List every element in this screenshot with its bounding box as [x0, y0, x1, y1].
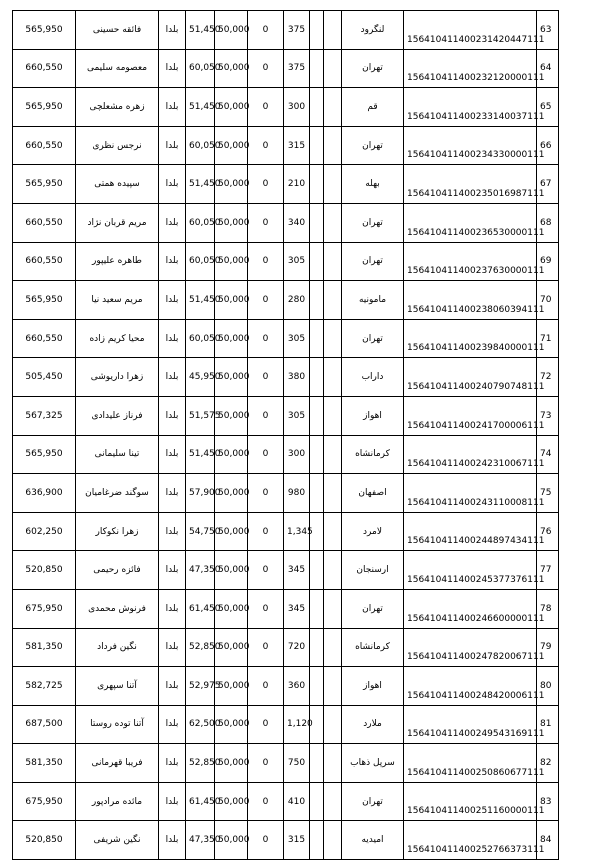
row-days: 305: [284, 242, 310, 281]
row-days: 340: [284, 203, 310, 242]
row-amount-b: 50,000: [215, 782, 248, 821]
row-empty-cell: [310, 667, 324, 706]
table-row: [13, 126, 559, 165]
row-city: کرمانشاه: [342, 435, 404, 474]
row-name: نگین فرداد: [76, 628, 159, 667]
row-empty-cell: [310, 551, 324, 590]
row-city: بهله: [342, 165, 404, 204]
row-code: 156410411400244897434111: [404, 512, 537, 551]
row-number: 74: [537, 435, 559, 474]
row-days: 380: [284, 358, 310, 397]
row-empty-cell: [310, 744, 324, 783]
table-row: [13, 551, 559, 590]
row-name: معصومه سلیمی: [76, 49, 159, 88]
table-row: [13, 396, 559, 435]
row-city: ارسنجان: [342, 551, 404, 590]
row-zero-value: 0: [248, 203, 284, 242]
row-amount-b: 50,000: [215, 165, 248, 204]
row-empty-cell: [310, 319, 324, 358]
row-empty-cell: [324, 126, 342, 165]
row-name: فرنوش محمدی: [76, 589, 159, 628]
row-status: بلدا: [159, 782, 186, 821]
row-empty-cell: [310, 782, 324, 821]
row-code: 156410411400243110008111: [404, 474, 537, 513]
row-status: بلدا: [159, 551, 186, 590]
row-amount-b: 50,000: [215, 512, 248, 551]
table-body: [13, 11, 559, 860]
table-row: [13, 88, 559, 127]
row-number: 83: [537, 782, 559, 821]
row-number: 63: [537, 11, 559, 50]
row-code: 156410411400249543169111: [404, 705, 537, 744]
table-row: [13, 782, 559, 821]
table-row: [13, 435, 559, 474]
row-amount-b: 50,000: [215, 628, 248, 667]
row-empty-cell: [310, 821, 324, 860]
row-days: 305: [284, 319, 310, 358]
row-number: 73: [537, 396, 559, 435]
row-total: 565,950: [13, 11, 76, 50]
row-empty-cell: [324, 512, 342, 551]
row-total: 636,900: [13, 474, 76, 513]
row-status: بلدا: [159, 203, 186, 242]
row-empty-cell: [324, 396, 342, 435]
table-row: [13, 203, 559, 242]
row-code: 156410411400248420006111: [404, 667, 537, 706]
row-total: 581,350: [13, 744, 76, 783]
row-city: تهران: [342, 126, 404, 165]
row-days: 720: [284, 628, 310, 667]
row-status: بلدا: [159, 281, 186, 320]
row-number: 69: [537, 242, 559, 281]
row-amount-a: 47,350: [186, 551, 215, 590]
row-empty-cell: [324, 474, 342, 513]
row-empty-cell: [310, 589, 324, 628]
row-amount-a: 52,850: [186, 628, 215, 667]
row-city: لامرد: [342, 512, 404, 551]
row-total: 581,350: [13, 628, 76, 667]
row-city: اهواز: [342, 396, 404, 435]
row-amount-b: 50,000: [215, 474, 248, 513]
row-name: مریم سعید نیا: [76, 281, 159, 320]
table-row: [13, 165, 559, 204]
row-total: 505,450: [13, 358, 76, 397]
row-amount-b: 50,000: [215, 396, 248, 435]
row-name: فریبا قهرمانی: [76, 744, 159, 783]
row-amount-b: 50,000: [215, 203, 248, 242]
row-zero-value: 0: [248, 551, 284, 590]
row-days: 315: [284, 126, 310, 165]
row-amount-a: 61,450: [186, 589, 215, 628]
row-status: بلدا: [159, 821, 186, 860]
row-code: 156410411400241700006111: [404, 396, 537, 435]
row-name: زهرا داریوشی: [76, 358, 159, 397]
row-empty-cell: [324, 435, 342, 474]
row-number: 66: [537, 126, 559, 165]
row-amount-a: 51,450: [186, 11, 215, 50]
row-empty-cell: [324, 782, 342, 821]
table-row: [13, 49, 559, 88]
row-number: 80: [537, 667, 559, 706]
row-total: 565,950: [13, 88, 76, 127]
row-name: سپیده همتی: [76, 165, 159, 204]
row-amount-a: 52,850: [186, 744, 215, 783]
row-amount-b: 50,000: [215, 589, 248, 628]
row-days: 980: [284, 474, 310, 513]
row-total: 565,950: [13, 281, 76, 320]
row-empty-cell: [324, 165, 342, 204]
row-code: 156410411400240790748111: [404, 358, 537, 397]
row-code: 156410411400246600000111: [404, 589, 537, 628]
row-total: 582,725: [13, 667, 76, 706]
row-code: 156410411400239840000111: [404, 319, 537, 358]
row-amount-a: 61,450: [186, 782, 215, 821]
row-amount-b: 50,000: [215, 744, 248, 783]
row-empty-cell: [310, 396, 324, 435]
row-zero-value: 0: [248, 589, 284, 628]
row-amount-b: 50,000: [215, 88, 248, 127]
row-days: 280: [284, 281, 310, 320]
row-name: مریم قربان نژاد: [76, 203, 159, 242]
row-total: 520,850: [13, 821, 76, 860]
row-days: 375: [284, 11, 310, 50]
row-empty-cell: [324, 88, 342, 127]
row-code: 156410411400236530000111: [404, 203, 537, 242]
row-name: نرجس نظری: [76, 126, 159, 165]
row-city: اهواز: [342, 667, 404, 706]
row-code: 156410411400245377376111: [404, 551, 537, 590]
row-city: تهران: [342, 203, 404, 242]
row-total: 675,950: [13, 589, 76, 628]
row-status: بلدا: [159, 512, 186, 551]
table-row: [13, 474, 559, 513]
row-code: 156410411400234330000111: [404, 126, 537, 165]
row-total: 565,950: [13, 435, 76, 474]
row-name: سوگند ضرغامیان: [76, 474, 159, 513]
row-number: 72: [537, 358, 559, 397]
row-days: 375: [284, 49, 310, 88]
row-empty-cell: [324, 821, 342, 860]
row-number: 76: [537, 512, 559, 551]
row-code: 156410411400251160000111: [404, 782, 537, 821]
table-row: [13, 11, 559, 50]
row-name: نگین شریفی: [76, 821, 159, 860]
row-empty-cell: [324, 358, 342, 397]
row-days: 305: [284, 396, 310, 435]
row-name: تینا سلیمانی: [76, 435, 159, 474]
row-days: 1,345: [284, 512, 310, 551]
row-total: 660,550: [13, 203, 76, 242]
row-number: 71: [537, 319, 559, 358]
row-status: بلدا: [159, 744, 186, 783]
row-total: 660,550: [13, 49, 76, 88]
row-zero-value: 0: [248, 821, 284, 860]
row-total: 660,550: [13, 126, 76, 165]
row-status: بلدا: [159, 474, 186, 513]
row-empty-cell: [310, 474, 324, 513]
row-code: 156410411400250860677111: [404, 744, 537, 783]
row-zero-value: 0: [248, 281, 284, 320]
row-zero-value: 0: [248, 435, 284, 474]
row-amount-a: 57,900: [186, 474, 215, 513]
row-code: 156410411400238060394111: [404, 281, 537, 320]
row-empty-cell: [324, 242, 342, 281]
row-amount-a: 51,450: [186, 281, 215, 320]
row-total: 675,950: [13, 782, 76, 821]
table-row: [13, 667, 559, 706]
row-name: زهرا نکوکار: [76, 512, 159, 551]
row-city: سرپل ذهاب: [342, 744, 404, 783]
row-zero-value: 0: [248, 165, 284, 204]
row-amount-b: 50,000: [215, 358, 248, 397]
row-days: 360: [284, 667, 310, 706]
row-empty-cell: [324, 628, 342, 667]
row-number: 81: [537, 705, 559, 744]
row-zero-value: 0: [248, 744, 284, 783]
row-days: 750: [284, 744, 310, 783]
table-row: [13, 628, 559, 667]
row-zero-value: 0: [248, 88, 284, 127]
row-status: بلدا: [159, 319, 186, 358]
table-row: [13, 821, 559, 860]
table-row: [13, 358, 559, 397]
row-amount-b: 50,000: [215, 821, 248, 860]
row-city: ملارد: [342, 705, 404, 744]
row-amount-a: 52,975: [186, 667, 215, 706]
row-name: محیا کریم زاده: [76, 319, 159, 358]
row-status: بلدا: [159, 589, 186, 628]
table-row: [13, 744, 559, 783]
row-total: 565,950: [13, 165, 76, 204]
row-city: لنگرود: [342, 11, 404, 50]
row-zero-value: 0: [248, 242, 284, 281]
row-days: 300: [284, 435, 310, 474]
row-total: 660,550: [13, 242, 76, 281]
row-amount-b: 50,000: [215, 319, 248, 358]
row-code: 156410411400231420447111: [404, 11, 537, 50]
row-name: فائقه حسینی: [76, 11, 159, 50]
row-amount-a: 45,950: [186, 358, 215, 397]
row-amount-b: 50,000: [215, 242, 248, 281]
row-amount-a: 60,050: [186, 126, 215, 165]
row-amount-a: 60,050: [186, 49, 215, 88]
row-empty-cell: [310, 88, 324, 127]
row-code: 156410411400235016987111: [404, 165, 537, 204]
row-status: بلدا: [159, 358, 186, 397]
row-amount-a: 60,050: [186, 242, 215, 281]
row-zero-value: 0: [248, 126, 284, 165]
row-empty-cell: [310, 165, 324, 204]
row-empty-cell: [324, 319, 342, 358]
row-zero-value: 0: [248, 474, 284, 513]
row-city: تهران: [342, 49, 404, 88]
table-row: [13, 512, 559, 551]
row-zero-value: 0: [248, 512, 284, 551]
data-table: [12, 10, 559, 860]
row-amount-a: 47,350: [186, 821, 215, 860]
row-empty-cell: [324, 589, 342, 628]
row-status: بلدا: [159, 126, 186, 165]
row-empty-cell: [310, 358, 324, 397]
row-amount-a: 62,500: [186, 705, 215, 744]
row-days: 315: [284, 821, 310, 860]
row-days: 1,120: [284, 705, 310, 744]
row-status: بلدا: [159, 705, 186, 744]
row-amount-b: 50,000: [215, 49, 248, 88]
table-row: [13, 281, 559, 320]
row-empty-cell: [324, 203, 342, 242]
row-city: قم: [342, 88, 404, 127]
row-number: 68: [537, 203, 559, 242]
row-empty-cell: [324, 667, 342, 706]
row-city: امیدیه: [342, 821, 404, 860]
row-status: بلدا: [159, 88, 186, 127]
row-total: 567,325: [13, 396, 76, 435]
row-days: 345: [284, 589, 310, 628]
row-number: 79: [537, 628, 559, 667]
table-row: [13, 589, 559, 628]
row-number: 77: [537, 551, 559, 590]
row-code: 156410411400237630000111: [404, 242, 537, 281]
row-empty-cell: [310, 435, 324, 474]
row-amount-a: 54,750: [186, 512, 215, 551]
row-empty-cell: [310, 11, 324, 50]
row-amount-a: 51,450: [186, 435, 215, 474]
row-city: اصفهان: [342, 474, 404, 513]
row-code: 156410411400232120000111: [404, 49, 537, 88]
row-status: بلدا: [159, 165, 186, 204]
row-empty-cell: [324, 11, 342, 50]
row-number: 78: [537, 589, 559, 628]
row-empty-cell: [310, 281, 324, 320]
row-amount-a: 60,050: [186, 319, 215, 358]
row-name: فائزه رحیمی: [76, 551, 159, 590]
row-days: 210: [284, 165, 310, 204]
row-code: 156410411400233140037111: [404, 88, 537, 127]
row-status: بلدا: [159, 49, 186, 88]
row-empty-cell: [310, 628, 324, 667]
table-row: [13, 242, 559, 281]
row-zero-value: 0: [248, 49, 284, 88]
row-zero-value: 0: [248, 11, 284, 50]
row-name: آتنا سپهری: [76, 667, 159, 706]
row-amount-a: 60,050: [186, 203, 215, 242]
row-empty-cell: [310, 49, 324, 88]
row-city: مامونیه: [342, 281, 404, 320]
row-city: تهران: [342, 319, 404, 358]
row-empty-cell: [310, 203, 324, 242]
row-zero-value: 0: [248, 396, 284, 435]
row-code: 156410411400252766373111: [404, 821, 537, 860]
row-amount-b: 50,000: [215, 435, 248, 474]
row-days: 300: [284, 88, 310, 127]
row-zero-value: 0: [248, 319, 284, 358]
row-total: 660,550: [13, 319, 76, 358]
row-empty-cell: [310, 242, 324, 281]
row-empty-cell: [324, 281, 342, 320]
row-status: بلدا: [159, 11, 186, 50]
row-city: کرمانشاه: [342, 628, 404, 667]
row-total: 687,500: [13, 705, 76, 744]
row-status: بلدا: [159, 396, 186, 435]
row-number: 82: [537, 744, 559, 783]
row-amount-a: 51,450: [186, 165, 215, 204]
table-row: [13, 705, 559, 744]
row-number: 70: [537, 281, 559, 320]
row-zero-value: 0: [248, 667, 284, 706]
row-amount-b: 50,000: [215, 281, 248, 320]
row-code: 156410411400242310067111: [404, 435, 537, 474]
row-zero-value: 0: [248, 358, 284, 397]
row-amount-a: 51,450: [186, 88, 215, 127]
row-empty-cell: [324, 551, 342, 590]
row-empty-cell: [324, 744, 342, 783]
row-name: آتنا توده روستا: [76, 705, 159, 744]
row-status: بلدا: [159, 628, 186, 667]
row-zero-value: 0: [248, 705, 284, 744]
row-city: داراب: [342, 358, 404, 397]
table-row: [13, 319, 559, 358]
row-number: 64: [537, 49, 559, 88]
row-total: 520,850: [13, 551, 76, 590]
row-number: 65: [537, 88, 559, 127]
row-name: زهره مشعلچی: [76, 88, 159, 127]
row-status: بلدا: [159, 435, 186, 474]
row-code: 156410411400247820067111: [404, 628, 537, 667]
row-city: تهران: [342, 589, 404, 628]
row-name: فرناز علیدادی: [76, 396, 159, 435]
row-amount-b: 50,000: [215, 551, 248, 590]
row-name: طاهره علیپور: [76, 242, 159, 281]
row-empty-cell: [324, 705, 342, 744]
row-days: 345: [284, 551, 310, 590]
row-number: 75: [537, 474, 559, 513]
row-empty-cell: [324, 49, 342, 88]
row-status: بلدا: [159, 242, 186, 281]
row-amount-b: 50,000: [215, 11, 248, 50]
row-number: 84: [537, 821, 559, 860]
row-zero-value: 0: [248, 782, 284, 821]
row-empty-cell: [310, 126, 324, 165]
row-number: 67: [537, 165, 559, 204]
row-amount-a: 51,575: [186, 396, 215, 435]
row-city: تهران: [342, 782, 404, 821]
row-name: مائده مرادپور: [76, 782, 159, 821]
row-zero-value: 0: [248, 628, 284, 667]
row-total: 602,250: [13, 512, 76, 551]
row-amount-b: 50,000: [215, 667, 248, 706]
row-status: بلدا: [159, 667, 186, 706]
row-amount-b: 50,000: [215, 705, 248, 744]
row-city: تهران: [342, 242, 404, 281]
row-amount-b: 50,000: [215, 126, 248, 165]
row-days: 410: [284, 782, 310, 821]
